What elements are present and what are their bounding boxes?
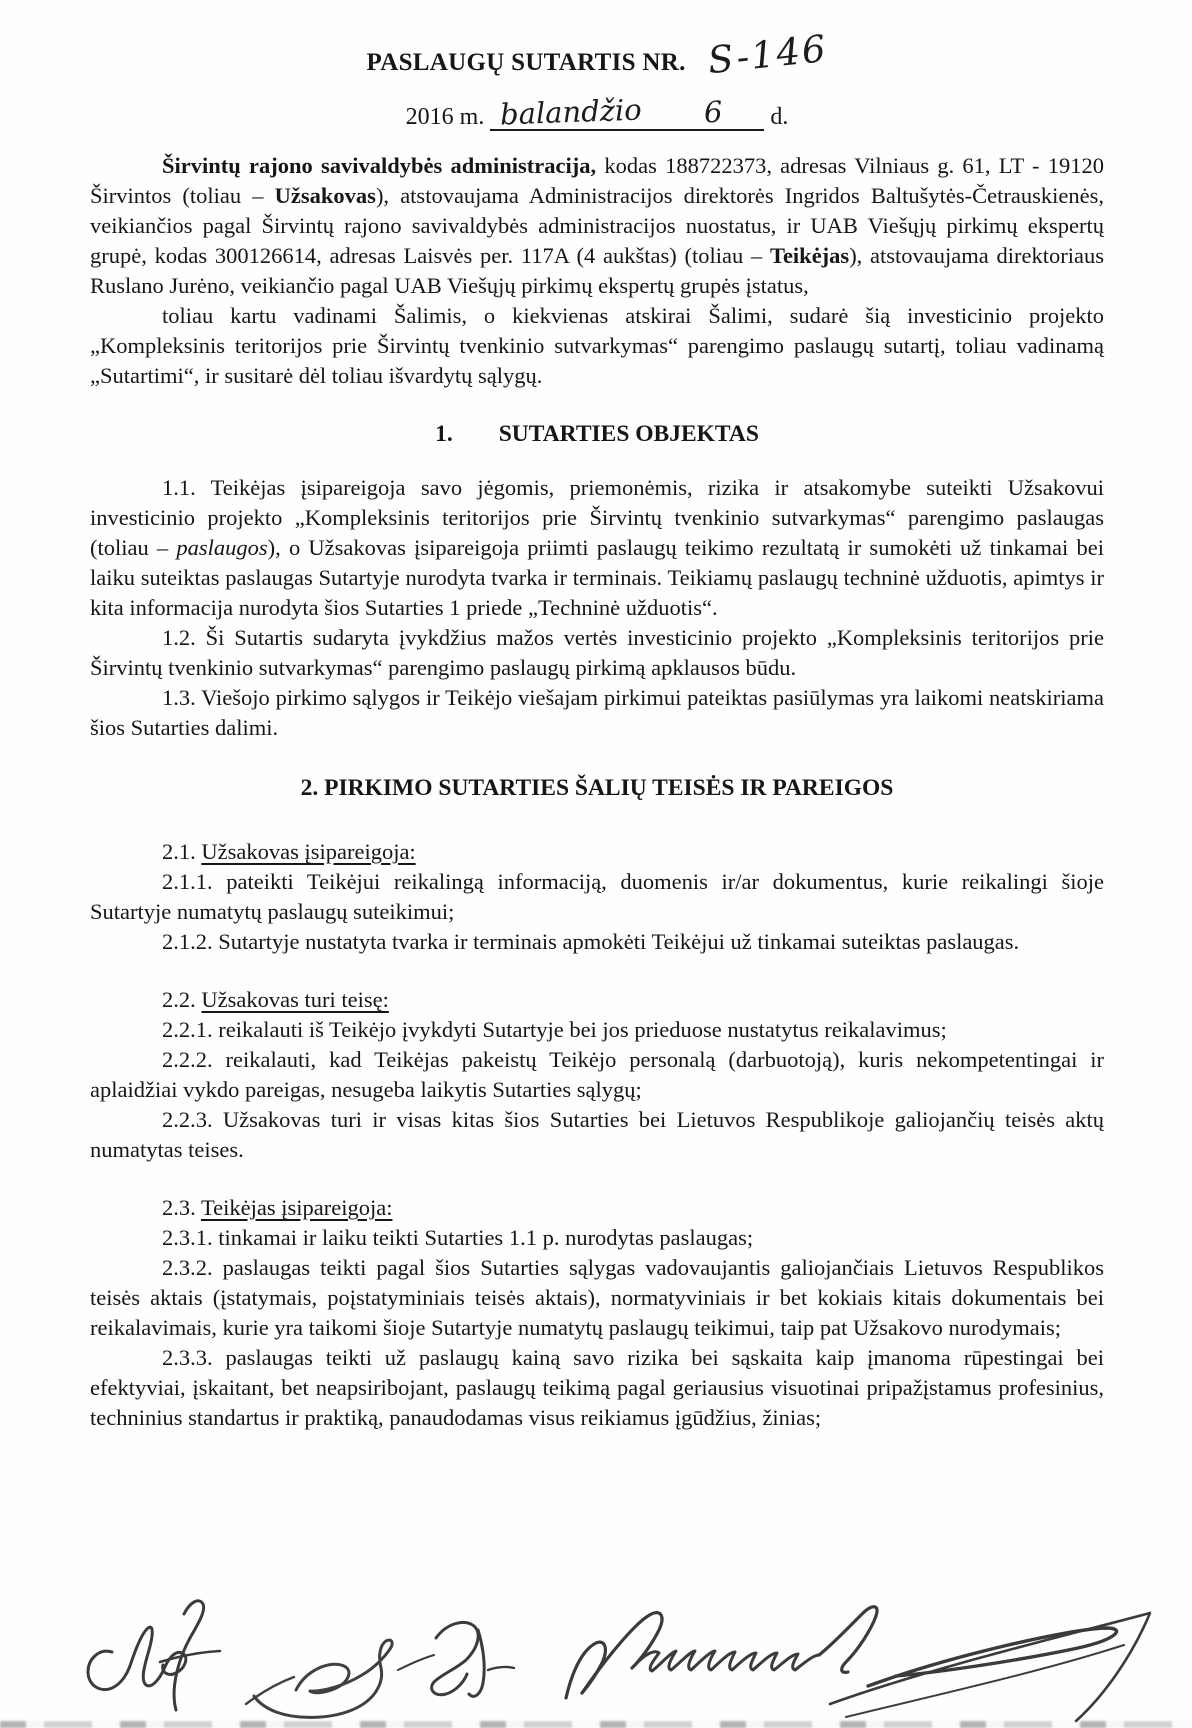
clause-2-1-2: 2.1.2. Sutartyje nustatyta tvarka ir terminais apmokėti Teikėjui už tinkamai suteiktas paslaugas. xyxy=(162,929,1020,954)
section-1-title: SUTARTIES OBJEKTAS xyxy=(498,421,759,447)
date-day-handwritten: 6 xyxy=(702,94,724,130)
subsection-2-2-number: 2.2. xyxy=(162,987,202,1012)
title-row xyxy=(90,26,1104,83)
party-2-details: ), atstovaujama Administracijos direktorės Ingridos Baltušytės-Četrauskienės, veikiančios pagal Širvintų rajono savivaldybės administracijos nuostatus, ir UAB Viešųjų pirkimų ekspertų grupė, kodas 300126614, adresas Laisvės per. 117A (4 aukštas) (toliau – xyxy=(90,183,1104,268)
section-1-heading xyxy=(90,419,1104,449)
subsection-2-1-number: 2.1. xyxy=(162,839,202,864)
subsection-2-1-heading xyxy=(90,837,1104,867)
preamble-paragraph-2: toliau kartu vadinami Šalimis, o kiekvienas atskirai Šalimi, sudarė šią investicinio projekto „Kompleksinis teritorijos prie Širvintų tvenkinio sutvarkymas“ parengimo paslaugų sutartį, toliau vadinamą „Sutartimi“, ir susitarė dėl toliau išvardytų sąlygų. xyxy=(90,303,1104,388)
clause-1-1 xyxy=(90,473,1104,623)
document-title: PASLAUGŲ SUTARTIS NR. xyxy=(366,49,686,76)
clause-2-3-3: 2.3.3. paslaugas teikti už paslaugų kainą savo rizika bei sąskaita kaip įmanoma rūpestingai bei efektyviai, įskaitant, bet neapsiribojant, paslaugų teikimą pagal geriausius visuotinai pripažįstamus profesinius, techninius standartus ir praktiką, panaudodamas visus reikiamus įgūdžius, žinias; xyxy=(90,1345,1104,1430)
clause-2-2-3: 2.2.3. Užsakovas turi ir visas kitas šios Sutarties bei Lietuvos Respublikoje galiojančių teisės aktų numatytas teises. xyxy=(90,1107,1104,1162)
subsection-2-3-title: Teikėjas įsipareigoja: xyxy=(200,1195,393,1220)
subsection-2-2-heading xyxy=(90,985,1104,1015)
section-2-heading: 2. PIRKIMO SUTARTIES ŠALIŲ TEISĖS IR PAREIGOS xyxy=(300,775,894,801)
clause-1-2: 1.2. Ši Sutartis sudaryta įvykdžius mažos vertės investicinio projekto „Kompleksinis teritorijos prie Širvintų tvenkinio sutvarkymas“ parengimo paslaugų pirkimą apklausos būdu. xyxy=(90,625,1104,680)
party-1-details: kodas 188722373, adresas Vilniaus g. 61, LT - 19120 Širvintos (toliau – xyxy=(90,153,1105,208)
subsection-2-2-title: Užsakovas turi teisę: xyxy=(201,987,389,1012)
date-year: 2016 m. xyxy=(405,104,485,130)
date-suffix: d. xyxy=(770,104,789,130)
date-month-handwritten: balandžio xyxy=(499,92,643,132)
handwritten-signatures xyxy=(0,1560,1192,1728)
scanner-edge-artifact xyxy=(0,1721,1192,1728)
clause-1-1-text-b: ), o Užsakovas įsipareigoja priimti paslaugų teikimo rezultatą ir sumokėti už tinkamai bei laiku suteiktas paslaugas Sutartyje nurodyta tvarka ir terminais. Teikiamų paslaugų techninė užduotis, apimtys ir kita informacija nurodyta šios Sutarties 1 priede „Techninė užduotis“. xyxy=(90,535,1104,620)
term-uzsakovas: Užsakovas xyxy=(274,183,376,208)
signature-4-ink xyxy=(566,1607,1150,1721)
clause-1-1-text-a: 1.1. Teikėjas įsipareigoja savo jėgomis, priemonėmis, rizika ir atsakomybe suteikti Užsakovui investicinio projekto „Kompleksinis teritorijos prie Širvintų tvenkinio sutvarkymas“ parengimo paslaugas (toliau – xyxy=(90,475,1104,560)
clause-1-3: 1.3. Viešojo pirkimo sąlygos ir Teikėjo viešajam pirkimui pateiktas pasiūlymas yra laikomi neatskiriama šios Sutarties dalimi. xyxy=(90,685,1104,740)
date-fill-in-underline xyxy=(490,92,764,132)
subsection-2-3-heading xyxy=(90,1193,1104,1223)
party-1-name: Širvintų rajono savivaldybės administracija, xyxy=(162,153,597,178)
clause-2-2-1: 2.2.1. reikalauti iš Teikėjo įvykdyti Sutartyje bei jos prieduose nustatytus reikalavimus; xyxy=(162,1017,947,1042)
signature-3-ink xyxy=(398,1622,514,1696)
date-line xyxy=(90,92,1104,132)
preamble-paragraph-1 xyxy=(90,151,1104,301)
subsection-2-3-number: 2.3. xyxy=(162,1195,201,1220)
section-1-number: 1. xyxy=(435,421,453,447)
term-teikejas: Teikėjas xyxy=(770,243,850,268)
clause-2-2-2: 2.2.2. reikalauti, kad Teikėjas pakeistų Teikėjo personalą (darbuotoją), kuris nekompetentingai ir aplaidžiai vykdo pareigas, nesugeba laikytis Sutarties sąlygų; xyxy=(90,1047,1104,1102)
signature-1-ink xyxy=(88,1601,220,1710)
party-2-representative: ), atstovaujama direktoriaus Ruslano Jurėno, veikiančio pagal UAB Viešųjų pirkimų ekspertų grupės įstatus, xyxy=(90,243,1104,298)
clause-2-3-1: 2.3.1. tinkamai ir laiku teikti Sutarties 1.1 p. nurodytas paslaugas; xyxy=(162,1225,754,1250)
signature-2-ink xyxy=(246,1640,392,1717)
clause-2-3-2: 2.3.2. paslaugas teikti pagal šios Sutarties sąlygas vadovaujantis galiojančiais Lietuvos Respublikos teisės aktais (įstatymais, poįstatyminiais teisės aktais), normatyviniais ir bet kokiais kitais dokumentais bei reikalavimais, kurie yra taikomi šioje Sutartyje numatytų paslaugų teikimui, taip pat Užsakovo nurodymais; xyxy=(90,1255,1104,1340)
clause-2-1-1: 2.1.1. pateikti Teikėjui reikalingą informaciją, duomenis ir/ar dokumentus, kurie reikalingi šioje Sutartyje numatytų paslaugų suteikimui; xyxy=(90,869,1104,924)
term-paslaugos: paslaugos xyxy=(176,535,268,560)
contract-number-handwritten: S-146 xyxy=(705,26,830,83)
subsection-2-1-title: Užsakovas įsipareigoja: xyxy=(201,839,416,864)
